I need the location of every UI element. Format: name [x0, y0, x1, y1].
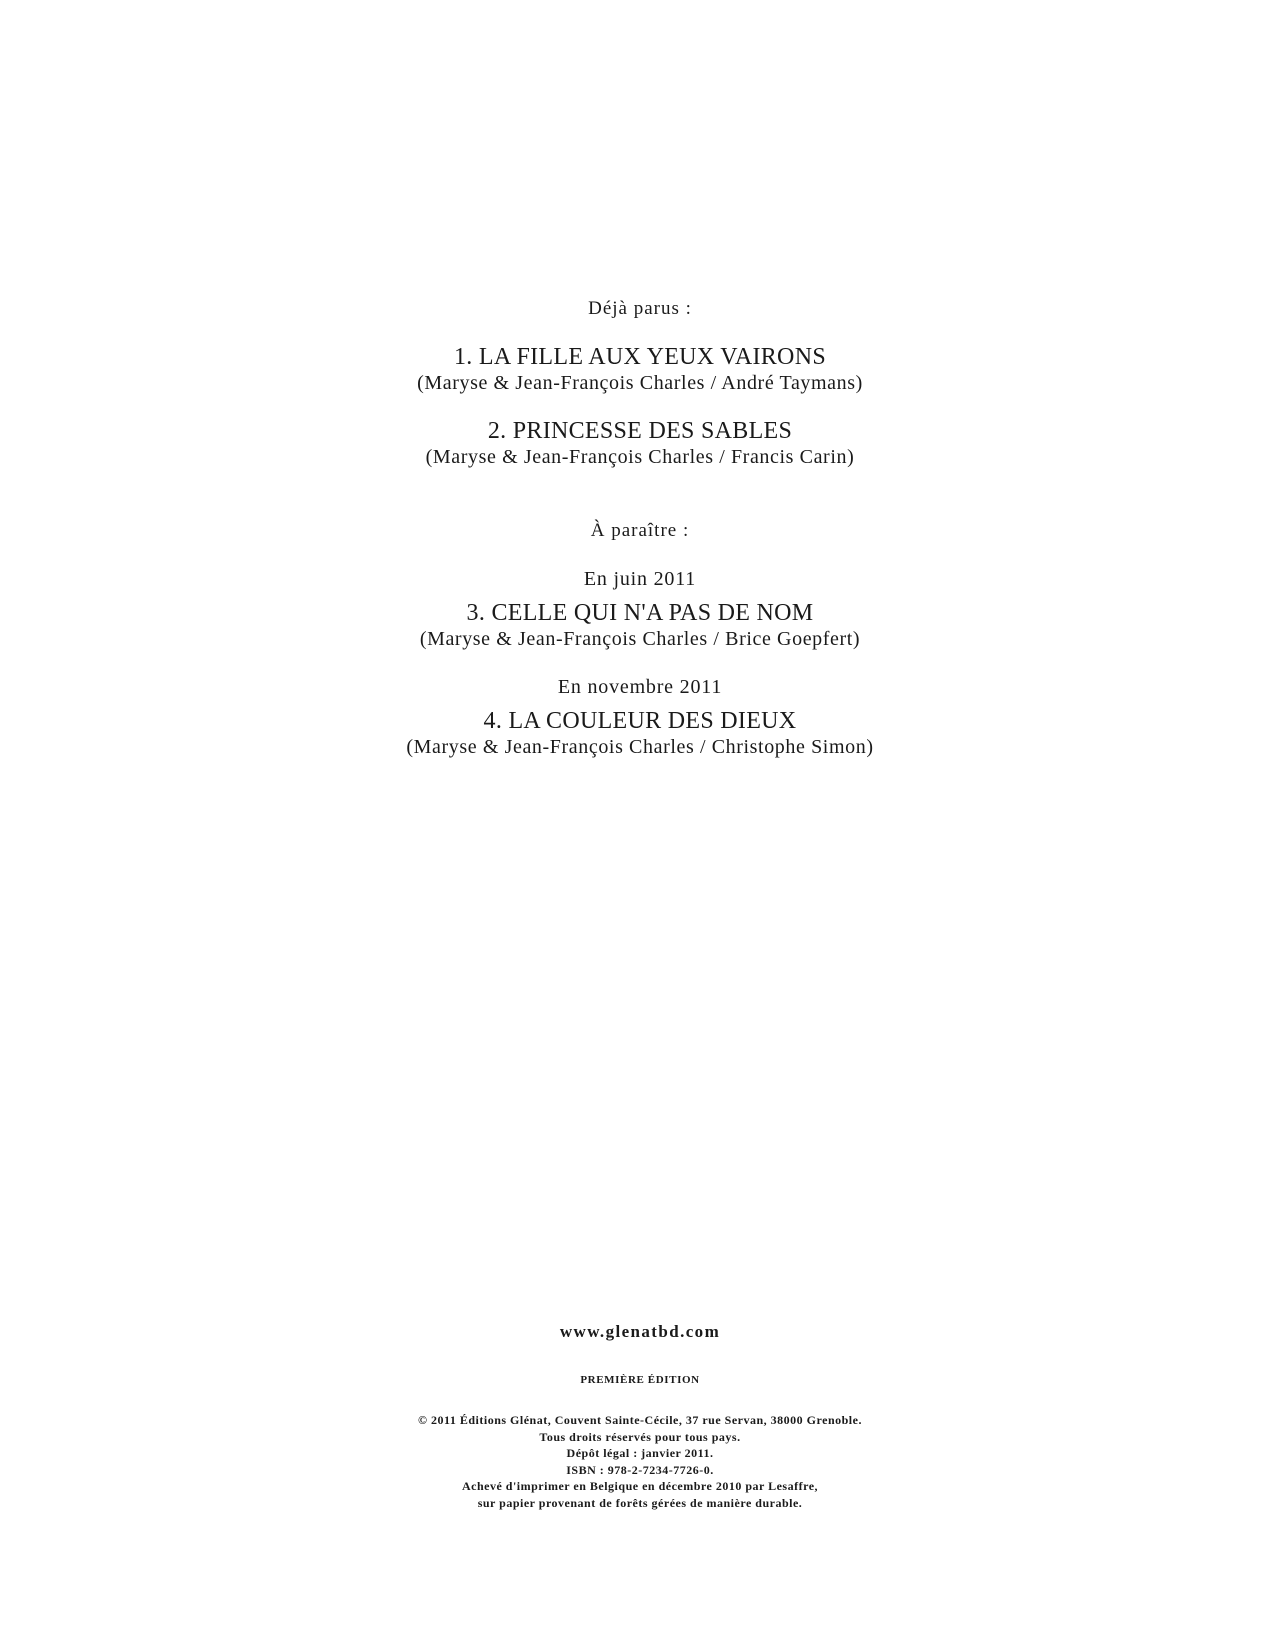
imprint-block: [0, 1412, 1280, 1511]
imprint-line: ISBN : 978-2-7234-7726-0.: [566, 1462, 714, 1477]
book-4-authors: (Maryse & Jean-François Charles / Christophe Simon): [406, 736, 874, 758]
imprint-line: Tous droits réservés pour tous pays.: [539, 1429, 741, 1444]
book-4-date: En novembre 2011: [557, 676, 723, 698]
imprint-line: Dépôt légal : janvier 2011.: [566, 1446, 714, 1460]
imprint-line: Achevé d'imprimer en Belgique en décembre 2010 par Lesaffre,: [461, 1479, 819, 1493]
book-3-title: 3. CELLE QUI N'A PAS DE NOM: [466, 600, 814, 626]
book-3-authors: (Maryse & Jean-François Charles / Brice Goepfert): [419, 628, 861, 650]
imprint-line: © 2011 Éditions Glénat, Couvent Sainte-Cécile, 37 rue Servan, 38000 Grenoble.: [418, 1413, 862, 1427]
published-heading: Déjà parus :: [588, 298, 692, 319]
upcoming-heading: À paraître :: [590, 520, 690, 541]
website-link: www.glenatbd.com: [559, 1322, 721, 1341]
book-1-authors: (Maryse & Jean-François Charles / André Taymans): [417, 372, 863, 394]
book-4-title: 4. LA COULEUR DES DIEUX: [483, 708, 797, 734]
imprint-line: sur papier provenant de forêts gérées de manière durable.: [477, 1495, 803, 1510]
edition-label: PREMIÈRE ÉDITION: [580, 1374, 700, 1386]
book-3-date: En juin 2011: [583, 568, 697, 590]
book-2-title: 2. PRINCESSE DES SABLES: [487, 418, 793, 444]
book-1-title: 1. LA FILLE AUX YEUX VAIRONS: [454, 344, 826, 370]
book-2-authors: (Maryse & Jean-François Charles / Francis Carin): [425, 446, 855, 468]
